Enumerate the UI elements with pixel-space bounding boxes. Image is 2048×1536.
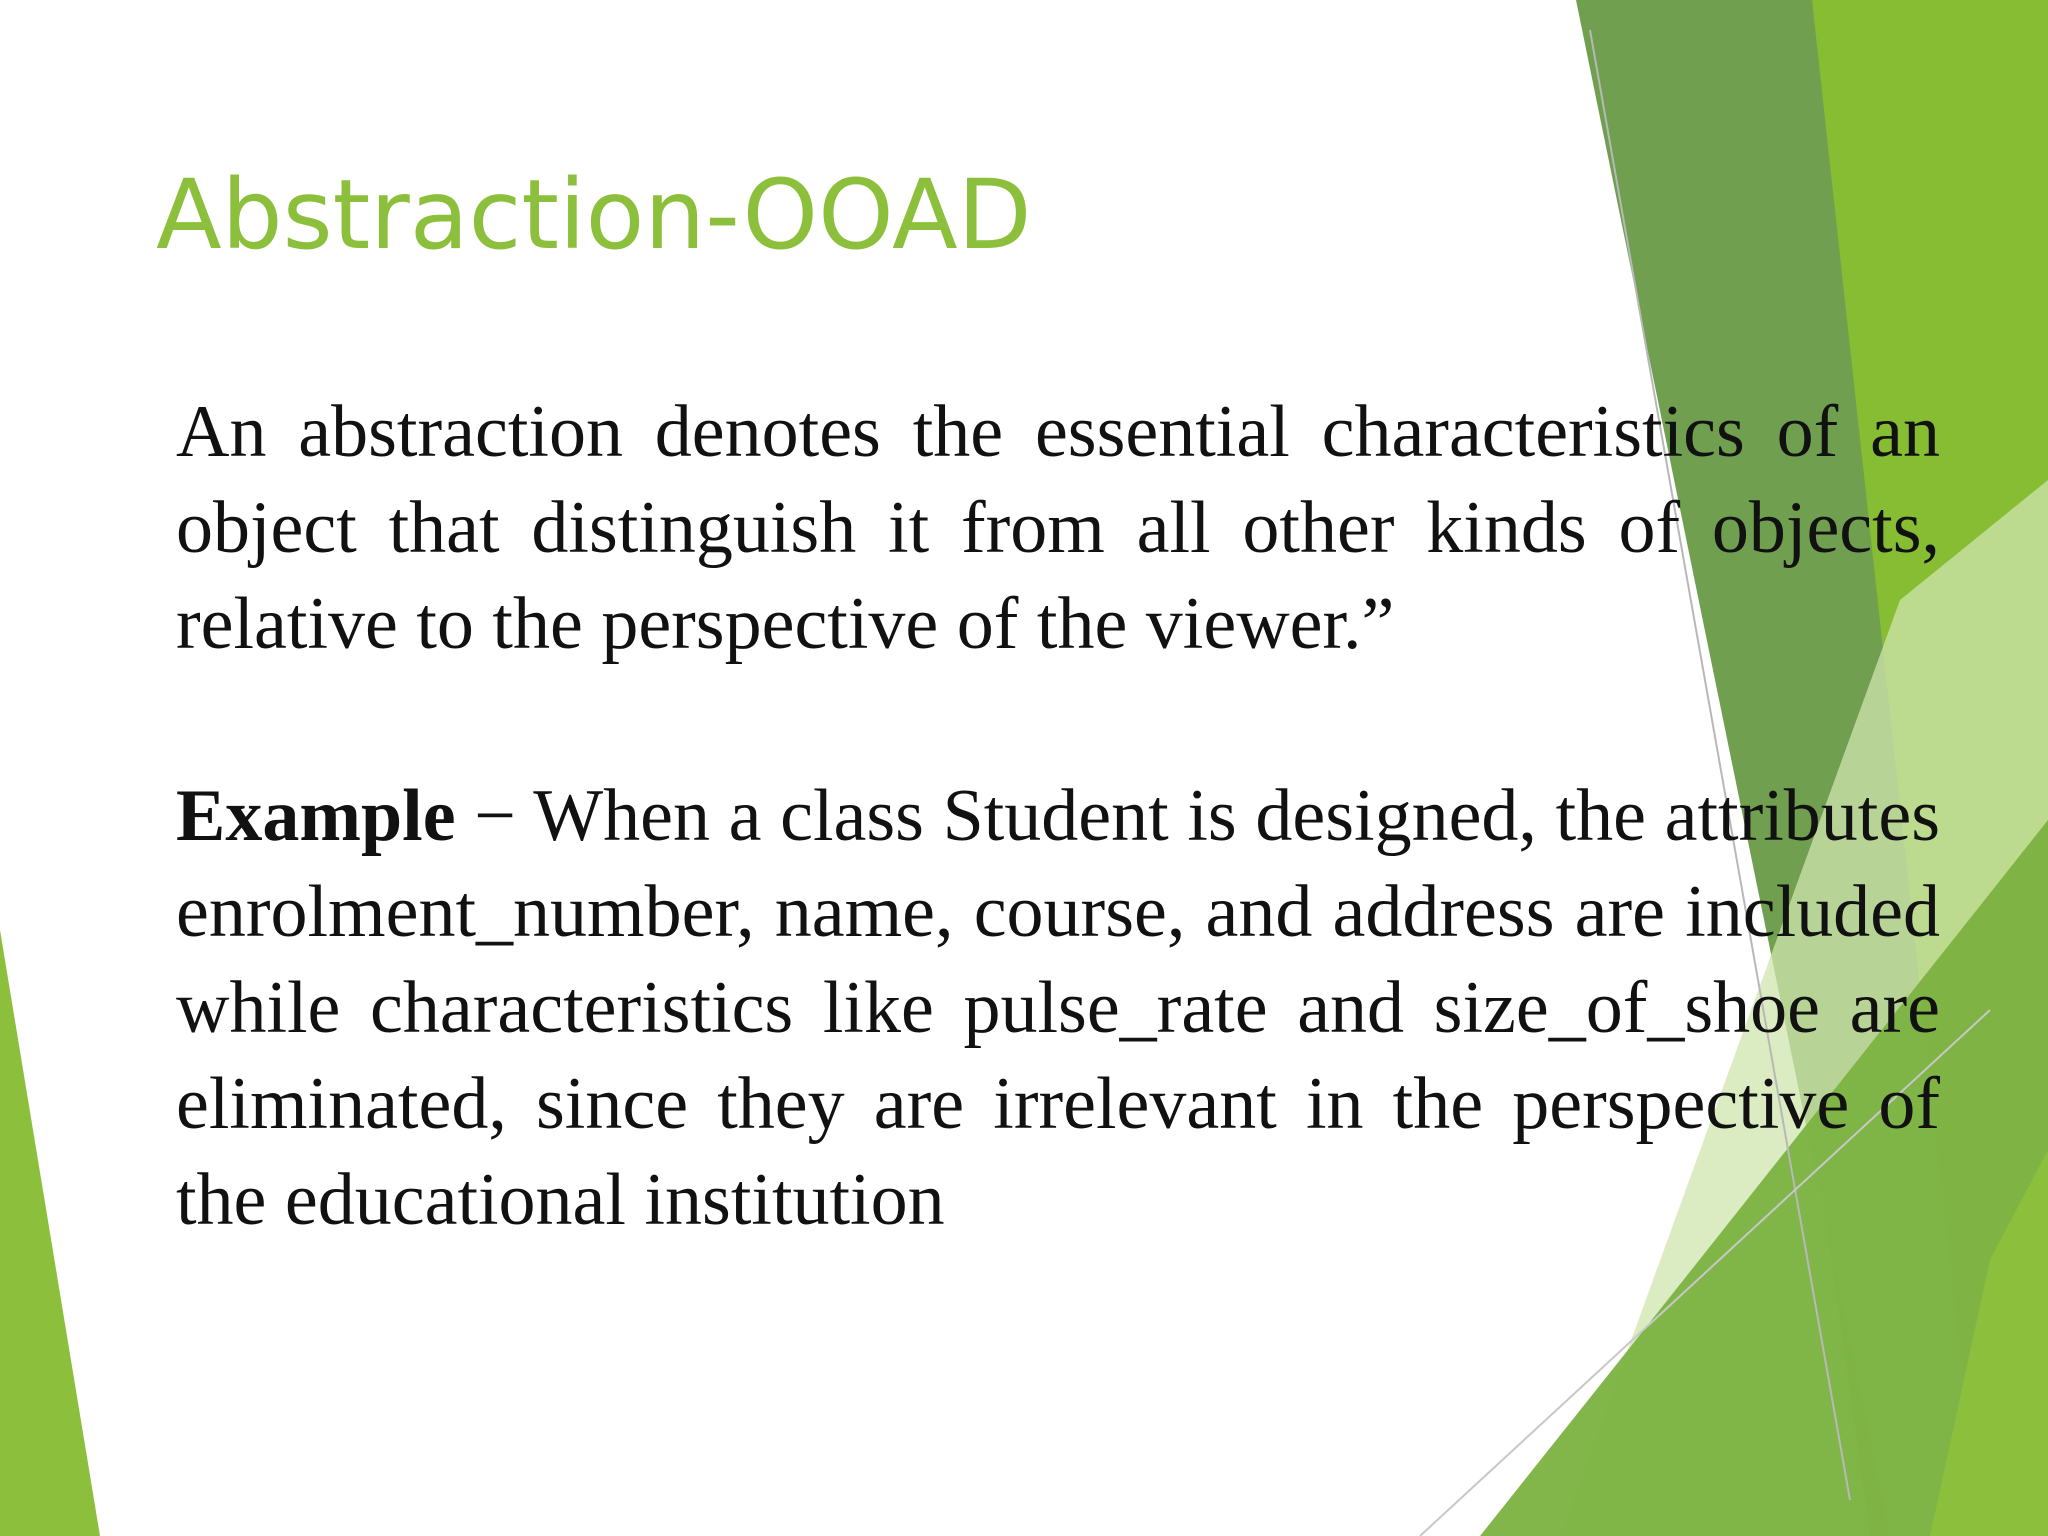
slide-title: Abstraction-OOAD: [156, 159, 1032, 271]
example-label: Example: [176, 775, 456, 857]
slide-body: [176, 384, 1940, 1248]
example-paragraph: [176, 768, 1940, 1248]
example-text: − When a class Student is designed, the attributes enrolment_number, name, course, and address are included while characteristics like pulse_rate and size_of_shoe are eliminated, since they are irrelevant in the perspective of the educational institution: [176, 775, 1940, 1241]
left-green-shard: [0, 930, 100, 1536]
definition-paragraph: An abstraction denotes the essential characteristics of an object that distinguish it from all other kinds of objects, relative to the perspective of the viewer.”: [176, 391, 1940, 665]
